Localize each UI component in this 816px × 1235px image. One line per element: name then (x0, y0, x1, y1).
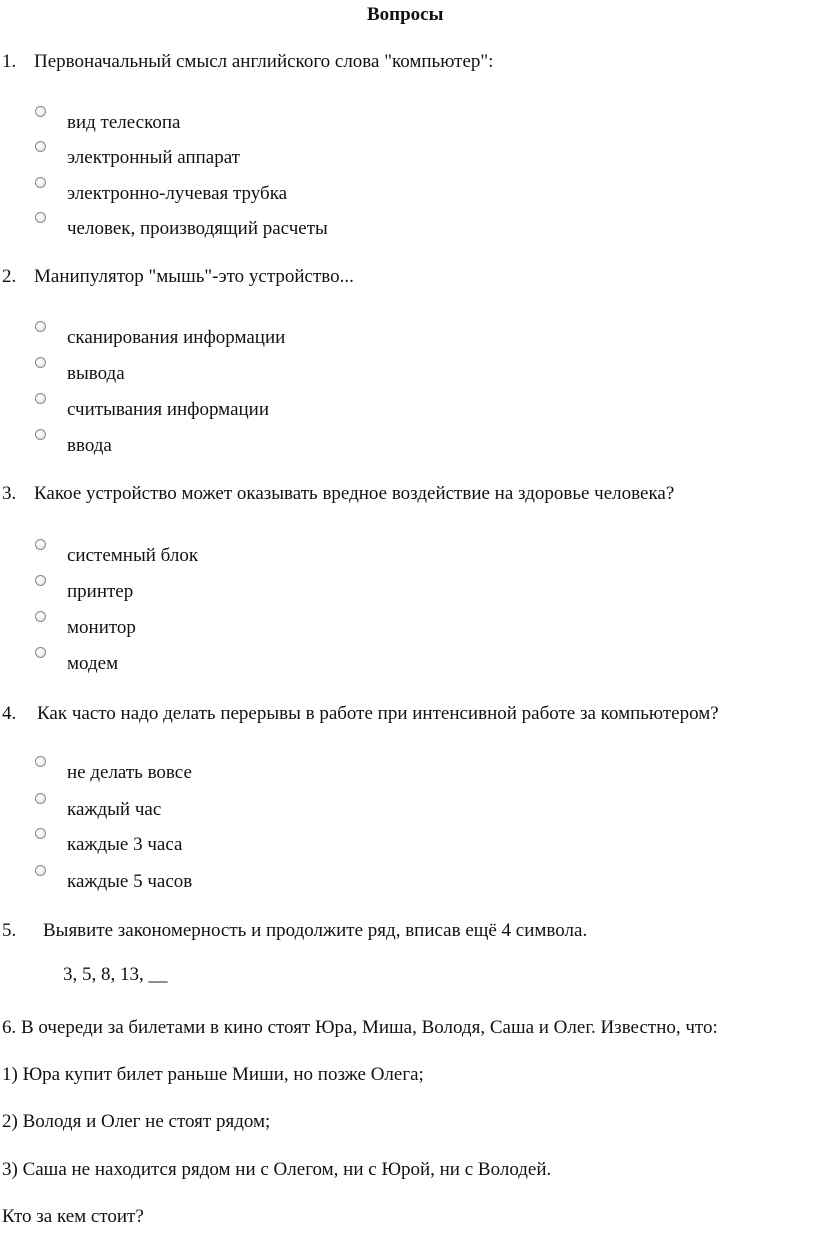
radio-button[interactable] (35, 575, 46, 586)
question-number: 4. (2, 703, 17, 724)
condition-1: 1) Юра купит билет раньше Миши, но позже Олега; (2, 1064, 424, 1085)
radio-button[interactable] (35, 212, 46, 223)
radio-button[interactable] (35, 793, 46, 804)
question-text: Какое устройство может оказывать вредное воздействие на здоровье человека? (34, 483, 675, 504)
option-label: человек, производящий расчеты (67, 218, 328, 239)
question-6-ask: Кто за кем стоит? (2, 1206, 144, 1227)
radio-button[interactable] (35, 828, 46, 839)
option-label: монитор (67, 617, 136, 638)
option-label: электронный аппарат (67, 147, 240, 168)
radio-button[interactable] (35, 177, 46, 188)
radio-button[interactable] (35, 141, 46, 152)
question-text: Выявите закономерность и продолжите ряд, вписав ещё 4 символа. (43, 920, 588, 941)
radio-button[interactable] (35, 865, 46, 876)
option-label: каждые 3 часа (67, 834, 183, 855)
radio-button[interactable] (35, 756, 46, 767)
radio-button[interactable] (35, 539, 46, 550)
page-title: Вопросы (367, 4, 444, 25)
radio-button[interactable] (35, 611, 46, 622)
option-label: системный блок (67, 545, 199, 566)
question-number: 5. (2, 920, 17, 941)
question-number: 2. (2, 266, 17, 287)
condition-2: 2) Володя и Олег не стоят рядом; (2, 1111, 271, 1132)
question-number: 3. (2, 483, 17, 504)
radio-button[interactable] (35, 429, 46, 440)
radio-button[interactable] (35, 106, 46, 117)
radio-button[interactable] (35, 321, 46, 332)
option-label: вид телескопа (67, 112, 181, 133)
radio-button[interactable] (35, 357, 46, 368)
option-label: каждые 5 часов (67, 871, 193, 892)
question-number: 1. (2, 51, 17, 72)
option-label: модем (67, 653, 119, 674)
option-label: каждый час (67, 799, 162, 820)
option-label: вывода (67, 363, 125, 384)
option-label: не делать вовсе (67, 762, 192, 783)
question-text: Как часто надо делать перерывы в работе при интенсивной работе за компьютером? (37, 703, 719, 724)
radio-button[interactable] (35, 647, 46, 658)
option-label: ввода (67, 435, 112, 456)
option-label: электронно-лучевая трубка (67, 183, 288, 204)
option-label: принтер (67, 581, 134, 602)
question-text: Первоначальный смысл английского слова "компьютер": (34, 51, 494, 72)
radio-button[interactable] (35, 393, 46, 404)
option-label: считывания информации (67, 399, 270, 420)
number-sequence: 3, 5, 8, 13, __ (63, 964, 168, 985)
option-label: сканирования информации (67, 327, 286, 348)
question-6-intro: 6. В очереди за билетами в кино стоят Юра, Миша, Володя, Саша и Олег. Известно, что: (2, 1017, 718, 1038)
question-text: Манипулятор "мышь"-это устройство... (34, 266, 354, 287)
condition-3: 3) Саша не находится рядом ни с Олегом, ни с Юрой, ни с Володей. (2, 1159, 552, 1180)
